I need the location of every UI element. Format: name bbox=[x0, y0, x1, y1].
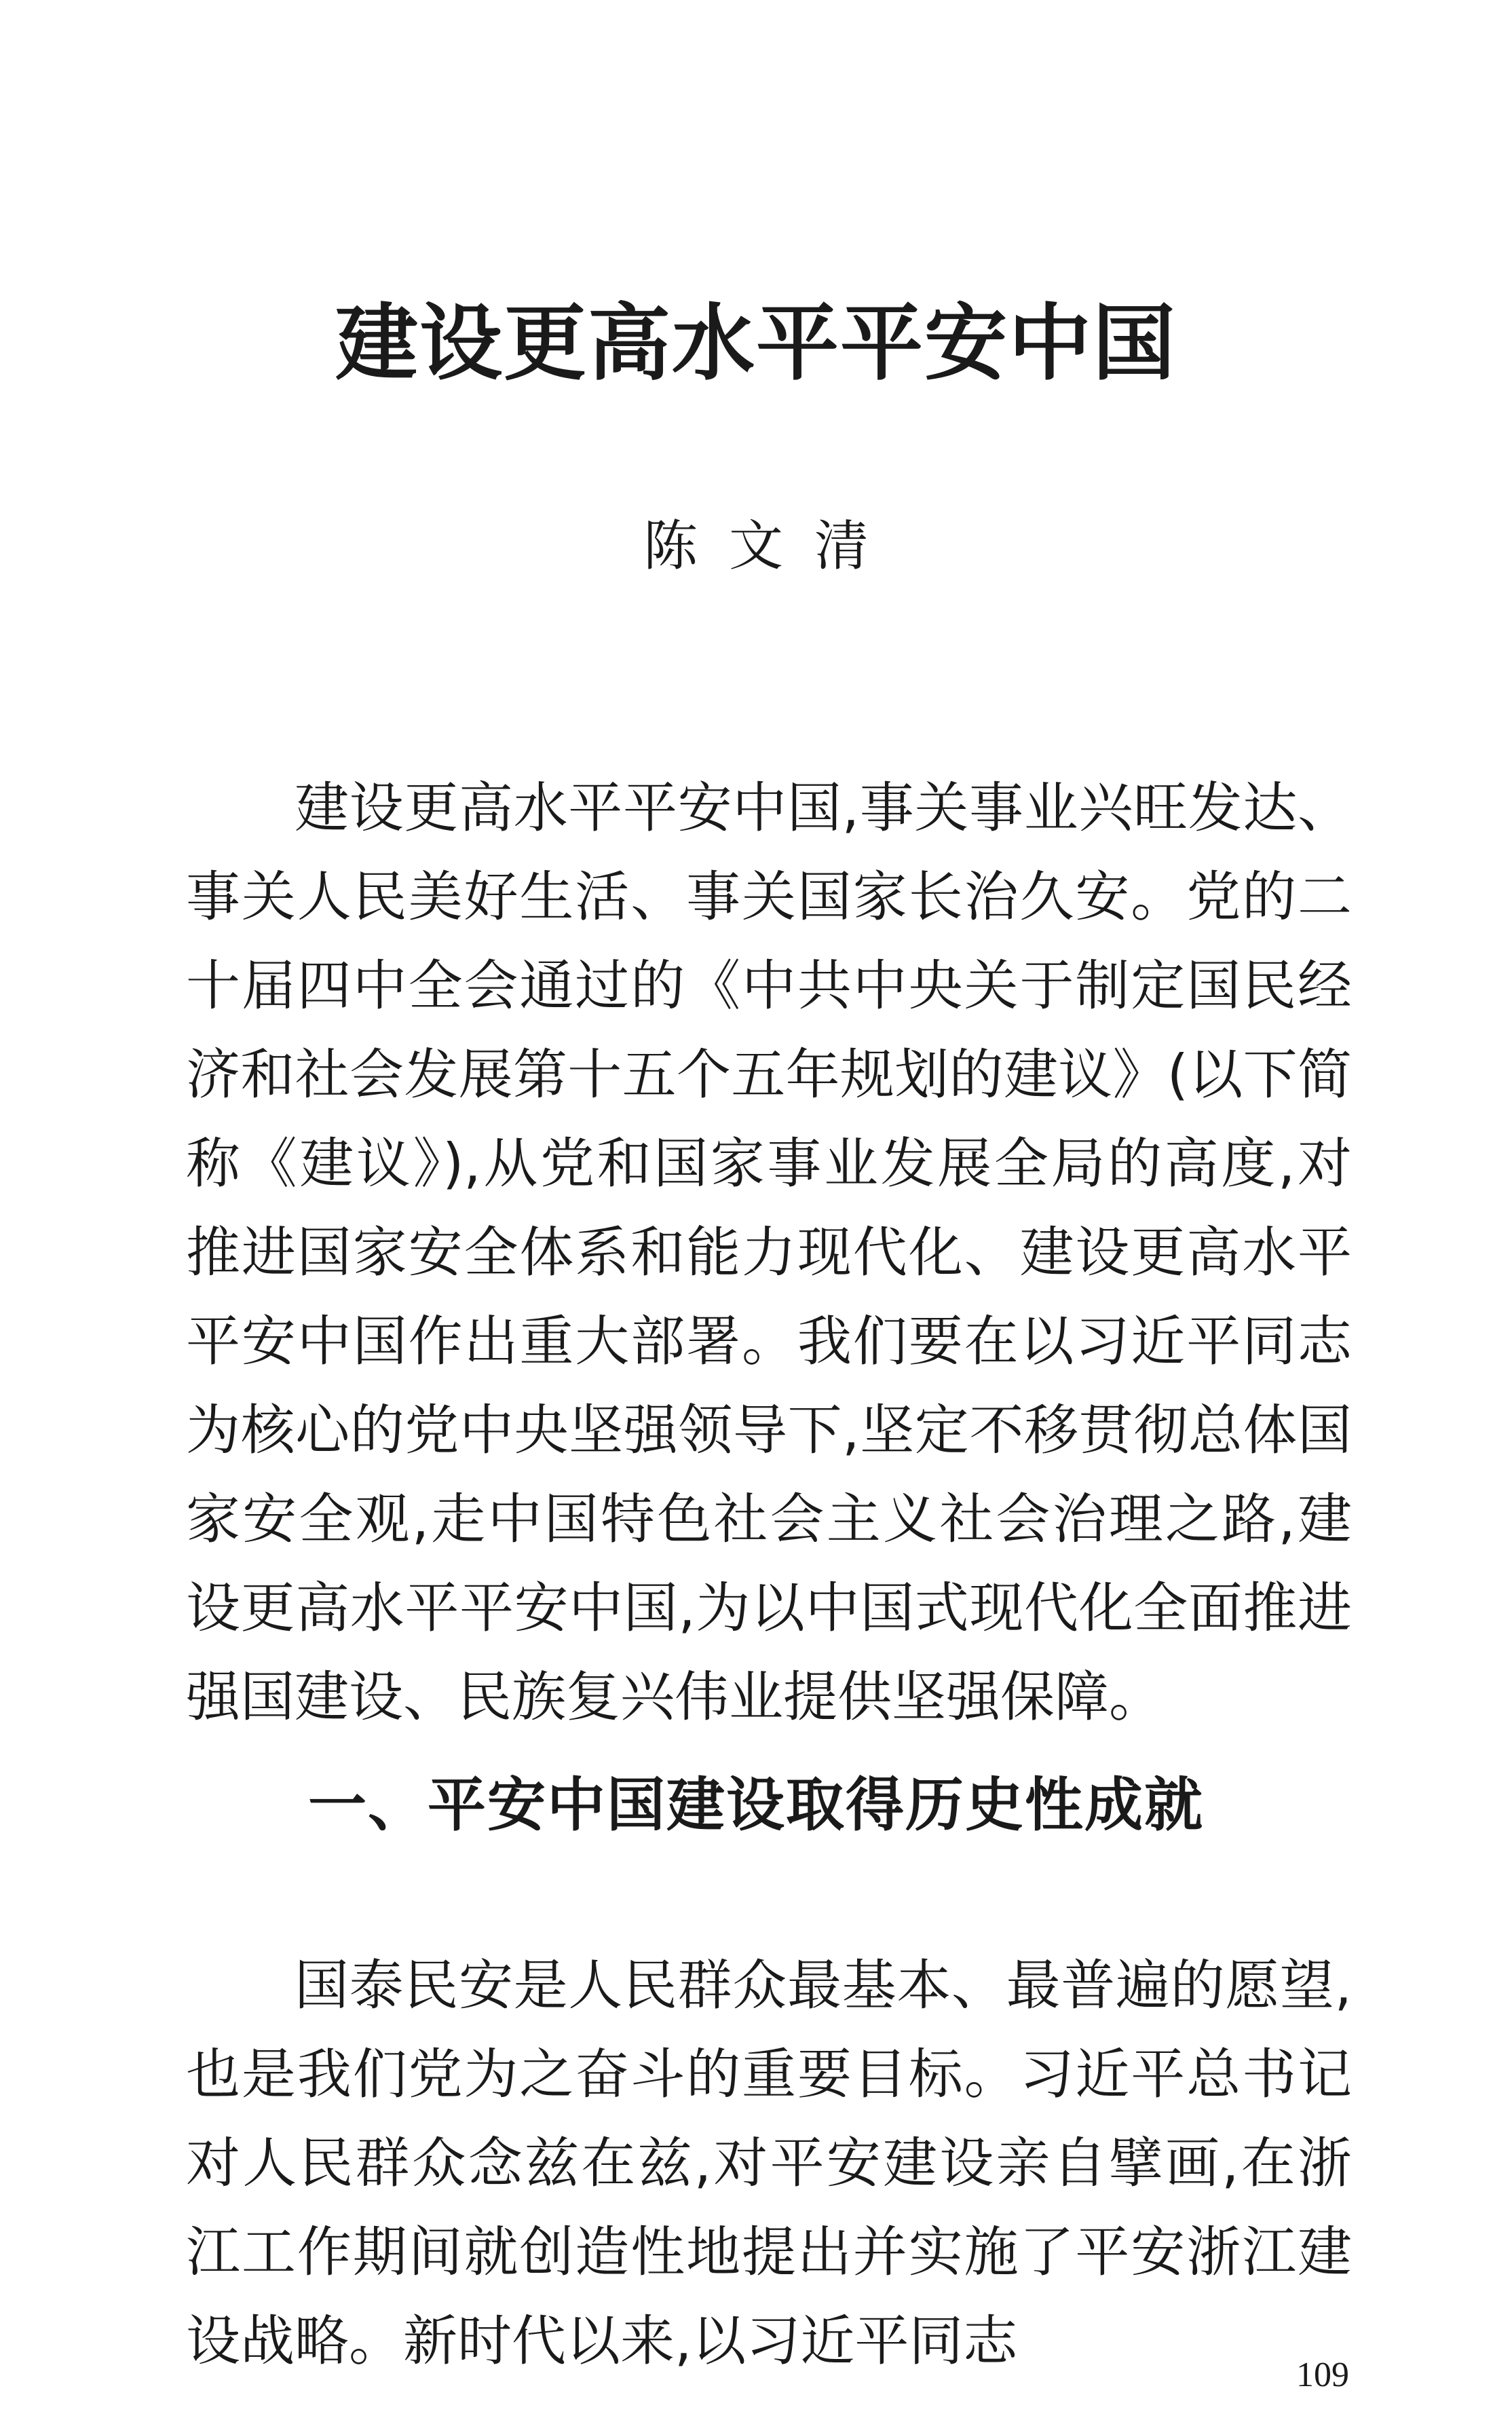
author-name: 陈文清 bbox=[643, 514, 900, 578]
section-paragraph: 国泰民安是人民群众最基本、最普遍的愿望,也是我们党为之奋斗的重要目标。习近平总书记对人民群众念兹在兹,对平安建设亲自擘画,在浙江工作期间就创造性地提出并实施了平安浙江建设战略。新时代以来,以习近平同志 bbox=[186, 1954, 1352, 2373]
article-title: 建设更高水平平安中国 bbox=[335, 294, 1177, 392]
section-heading: 一、平安中国建设取得历史性成就 bbox=[308, 1771, 1204, 1839]
page-number: 109 bbox=[1296, 2356, 1349, 2394]
intro-paragraph: 建设更高水平平安中国,事关事业兴旺发达、事关人民美好生活、事关国家长治久安。党的二十届四中全会通过的《中共中央关于制定国民经济和社会发展第十五个五年规划的建议》(以下简称《建议》),从党和国家事业发展全局的高度,对推进国家安全体系和能力现代化、建设更高水平平安中国作出重大部署。我们要在以习近平同志为核心的党中央坚强领导下,坚定不移贯彻总体国家安全观,走中国特色社会主义社会治理之路,建设更高水平平安中国,为以中国式现代化全面推进强国建设、民族复兴伟业提供坚强保障。 bbox=[186, 776, 1352, 1729]
